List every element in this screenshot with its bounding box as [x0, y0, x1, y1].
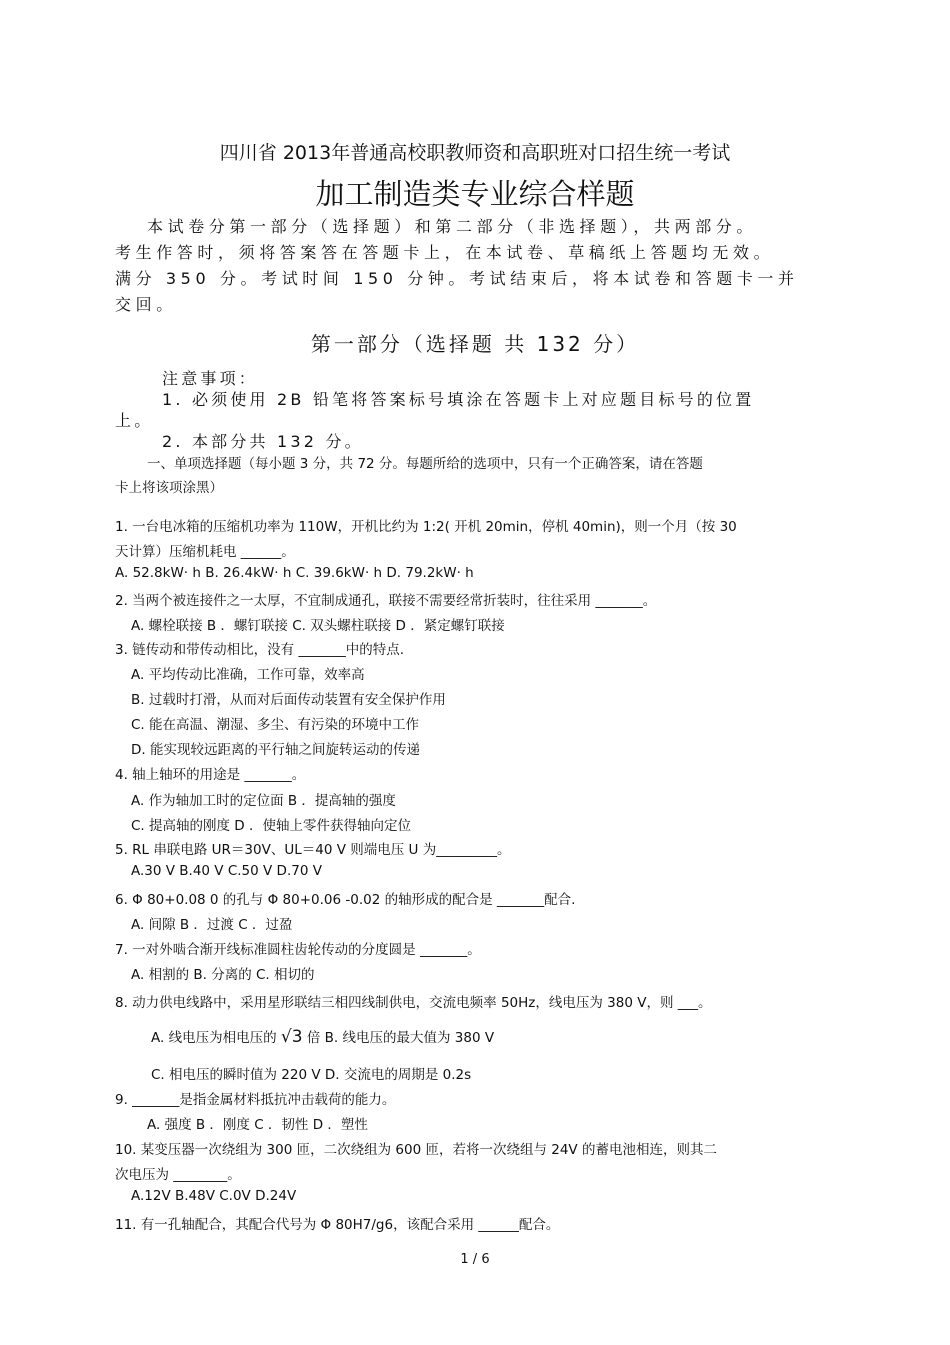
question-9-options: A. 强度 B ．刚度 C ．韧性 D ．塑性	[147, 1117, 368, 1133]
question-9: 9. _______是指金属材料抵抗冲击载荷的能力。	[115, 1092, 396, 1108]
question-1-options: A. 52.8kW· h B. 26.4kW· h C. 39.6kW· h D. 79.2kW· h	[115, 565, 474, 581]
intro-line-1: 本试卷分第一部分（选择题）和第二部分（非选择题），共两部分。	[147, 217, 758, 236]
intro-line-2: 考生作答时，须将答案答在答题卡上，在本试卷、草稿纸上答题均无效。	[115, 243, 775, 262]
question-10: 10. 某变压器一次绕组为 300 匝，二次绕组为 600 匝，若将一次绕组与 24V 的蓄电池相连，则其二	[115, 1142, 717, 1158]
question-3-option-a: A. 平均传动比准确，工作可靠，效率高	[131, 667, 365, 683]
notice-title: 注意事项：	[162, 369, 259, 388]
notice-item-1: 1. 必须使用 2B 铅笔将答案标号填涂在答题卡上对应题目标号的位置	[162, 390, 755, 409]
notice-item-2: 2. 本部分共 132 分。	[162, 432, 364, 451]
intro-line-3: 满分 350 分。考试时间 150 分钟。考试结束后，将本试卷和答题卡一并	[115, 269, 799, 288]
question-6-options: A. 间隙 B ．过渡 C ．过盈	[131, 917, 293, 933]
notice-item-1-cont: 上。	[115, 411, 154, 430]
page-number: 1 / 6	[460, 1252, 490, 1267]
question-4-options-cd: C. 提高轴的刚度 D ．使轴上零件获得轴向定位	[131, 818, 411, 834]
question-4: 4. 轴上轴环的用途是 _______。	[115, 767, 306, 783]
q8-option-a-rest: 倍 B. 线电压的最大值为 380 V	[306, 1030, 495, 1046]
question-3-option-d: D. 能实现较远距离的平行轴之间旋转运动的传递	[131, 742, 420, 758]
question-4-options-ab: A. 作为轴加工时的定位面 B ．提高轴的强度	[131, 793, 396, 809]
question-11: 11. 有一孔轴配合，其配合代号为 Φ 80H7/g6，该配合采用 ______配合。	[115, 1217, 560, 1233]
question-8-options-ab	[151, 1026, 494, 1047]
question-5: 5. RL 串联电路 UR＝30V、UL＝40 V 则端电压 U 为_________。	[115, 842, 511, 858]
question-7: 7. 一对外啮合渐开线标准圆柱齿轮传动的分度圆是 _______。	[115, 942, 481, 958]
question-2-options: A. 螺栓联接 B ．螺钉联接 C. 双头螺柱联接 D ．紧定螺钉联接	[131, 618, 505, 634]
question-6: 6. Φ 80+0.08 0 的孔与 Φ 80+0.06 -0.02 的轴形成的配合是 _______配合.	[115, 892, 576, 908]
section-heading-cont: 卡上将该项涂黑）	[115, 480, 223, 496]
question-7-options: A. 相割的 B. 分离的 C. 相切的	[131, 967, 315, 983]
question-8: 8. 动力供电线路中，采用星形联结三相四线制供电，交流电频率 50Hz，线电压为 380 V，则 ___。	[115, 995, 712, 1011]
question-10-cont: 次电压为 ________。	[115, 1167, 241, 1183]
sqrt-three: √3	[280, 1027, 303, 1047]
section-heading: 一、单项选择题（每小题 3 分，共 72 分。每题所给的选项中，只有一个正确答案，请在答题	[147, 456, 703, 472]
exam-subtitle: 加工制造类专业综合样题	[315, 177, 635, 211]
question-3-option-c: C. 能在高温、潮湿、多尘、有污染的环境中工作	[131, 717, 420, 733]
question-8-options-cd: C. 相电压的瞬时值为 220 V D. 交流电的周期是 0.2s	[151, 1067, 472, 1083]
question-1: 1. 一台电冰箱的压缩机功率为 110W，开机比约为 1:2( 开机 20min，停机 40min)，则一个月（按 30	[115, 519, 737, 535]
part1-heading: 第一部分（选择题 共 132 分）	[310, 332, 640, 356]
question-5-options: A.30 V B.40 V C.50 V D.70 V	[131, 863, 322, 879]
question-1-cont: 天计算）压缩机耗电 ______。	[115, 544, 295, 560]
q8-option-a-text: A. 线电压为相电压的	[151, 1030, 277, 1046]
question-3-option-b: B. 过载时打滑，从而对后面传动装置有安全保护作用	[131, 692, 446, 708]
intro-line-4: 交回。	[115, 295, 177, 314]
question-2: 2. 当两个被连接件之一太厚，不宜制成通孔，联接不需要经常折装时，往往采用 _______。	[115, 593, 657, 609]
exam-title: 四川省 2013年普通高校职教师资和高职班对口招生统一考试	[219, 142, 731, 164]
question-10-options: A.12V B.48V C.0V D.24V	[131, 1188, 297, 1204]
question-3: 3. 链传动和带传动相比，没有 _______中的特点.	[115, 642, 405, 658]
